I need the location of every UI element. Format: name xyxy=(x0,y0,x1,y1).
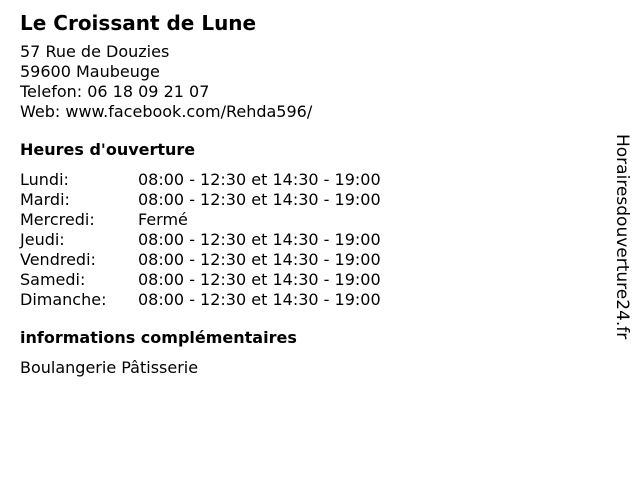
day-label: Dimanche: xyxy=(20,290,107,309)
hours-value: 08:00 - 12:30 et 14:30 - 19:00 xyxy=(138,270,381,289)
hours-value: 08:00 - 12:30 et 14:30 - 19:00 xyxy=(138,190,381,209)
hours-value: 08:00 - 12:30 et 14:30 - 19:00 xyxy=(138,170,381,189)
hours-value: 08:00 - 12:30 et 14:30 - 19:00 xyxy=(138,230,381,249)
hours-row-wednesday xyxy=(20,210,600,230)
hours-row-tuesday xyxy=(20,190,600,210)
website-line: Web: www.facebook.com/Rehda596/ xyxy=(20,102,313,121)
street-address: 57 Rue de Douzies xyxy=(20,42,170,61)
opening-hours-table xyxy=(20,170,600,310)
day-label: Jeudi: xyxy=(20,230,65,249)
hours-value: 08:00 - 12:30 et 14:30 - 19:00 xyxy=(138,250,381,269)
day-label: Mercredi: xyxy=(20,210,95,229)
hours-row-friday xyxy=(20,250,600,270)
hours-row-monday xyxy=(20,170,600,190)
phone-line: Telefon: 06 18 09 21 07 xyxy=(20,82,210,101)
business-name: Le Croissant de Lune xyxy=(20,11,257,35)
city-line: 59600 Maubeuge xyxy=(20,62,160,81)
contact-block xyxy=(20,42,600,122)
hours-row-thursday xyxy=(20,230,600,250)
hours-value: Fermé xyxy=(138,210,188,229)
day-label: Lundi: xyxy=(20,170,69,189)
hours-value: 08:00 - 12:30 et 14:30 - 19:00 xyxy=(138,290,381,309)
business-category: Boulangerie Pâtisserie xyxy=(20,358,199,377)
site-watermark: Horairesdouverture24.fr xyxy=(612,134,632,340)
day-label: Vendredi: xyxy=(20,250,96,269)
day-label: Mardi: xyxy=(20,190,70,209)
hours-heading: Heures d'ouverture xyxy=(20,140,196,159)
hours-row-saturday xyxy=(20,270,600,290)
day-label: Samedi: xyxy=(20,270,86,289)
hours-row-sunday xyxy=(20,290,600,310)
info-heading: informations complémentaires xyxy=(20,328,297,347)
business-card xyxy=(20,10,600,378)
